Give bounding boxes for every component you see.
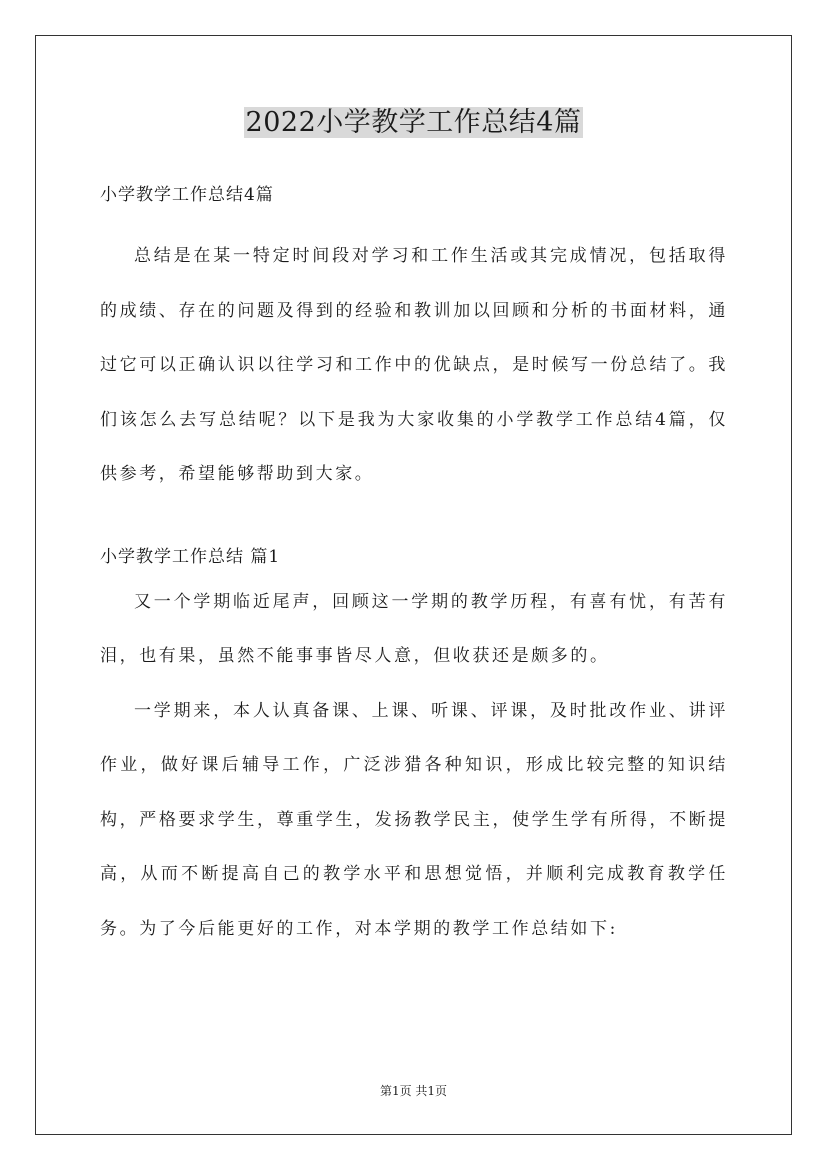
section-paragraph: 又一个学期临近尾声，回顾这一学期的教学历程，有喜有忧，有苦有泪，也有果，虽然不能事事皆尽人意，但收获还是颇多的。 <box>100 591 728 666</box>
document-title <box>0 104 827 142</box>
document-body <box>100 176 728 956</box>
intro-paragraph: 总结是在某一特定时间段对学习和工作生活或其完成情况，包括取得的成绩、存在的问题及得到的经验和教训加以回顾和分析的书面材料，通过它可以正确认识以往学习和工作中的优缺点，是时候写一份总结了。我们该怎么去写总结呢？以下是我为大家收集的小学教学工作总结4篇，仅供参考，希望能够帮助到大家。 <box>100 246 728 484</box>
section-heading: 小学教学工作总结 篇1 <box>100 546 281 567</box>
document-title-text: 2022小学教学工作总结4篇 <box>245 107 582 138</box>
section-paragraph: 一学期来，本人认真备课、上课、听课、评课，及时批改作业、讲评作业，做好课后辅导工作，广泛涉猎各种知识，形成比较完整的知识结构，严格要求学生，尊重学生，发扬教学民主，使学生学有所得，不断提高，从而不断提高自己的教学水平和思想觉悟，并顺利完成教育教学任务。为了今后能更好的工作，对本学期的教学工作总结如下: <box>100 700 728 939</box>
page-footer: 第1页 共1页 <box>379 1084 448 1098</box>
document-subtitle: 小学教学工作总结4篇 <box>100 185 274 205</box>
